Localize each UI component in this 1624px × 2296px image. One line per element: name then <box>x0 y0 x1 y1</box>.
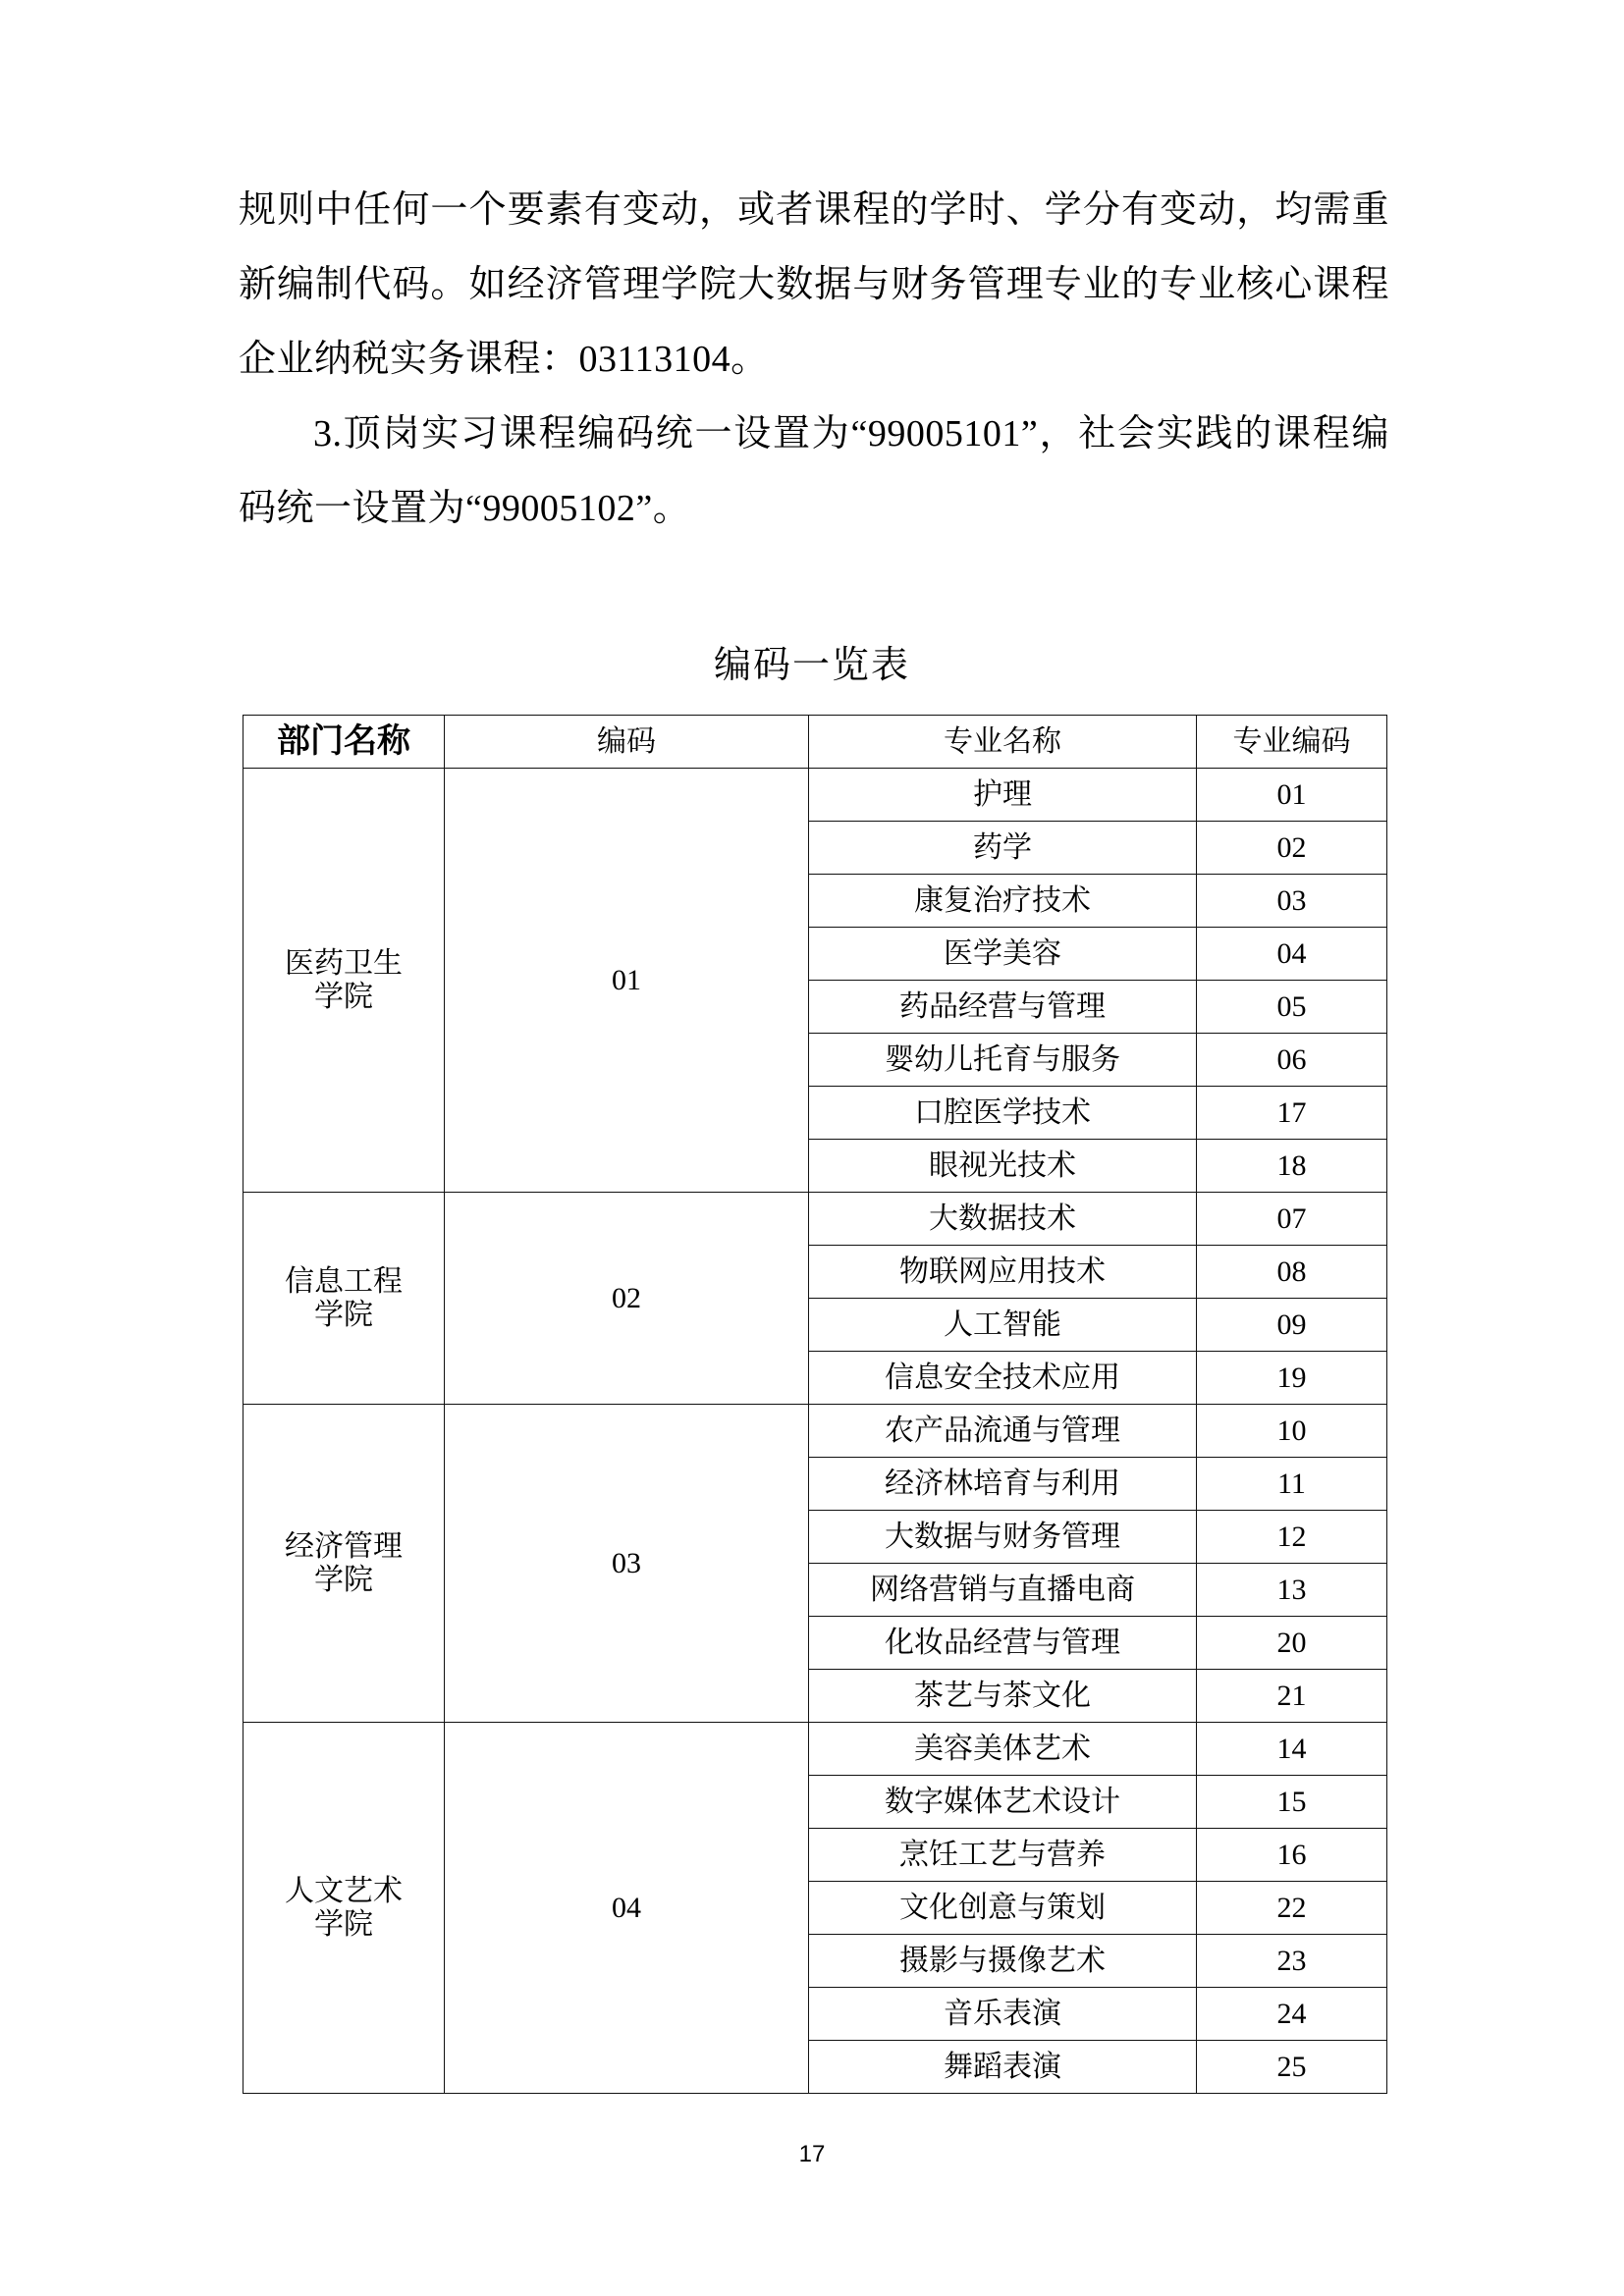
table-row <box>244 1405 1387 1458</box>
cell-major-name: 茶艺与茶文化 <box>809 1670 1197 1723</box>
cell-major-code: 03 <box>1197 875 1387 928</box>
cell-major-name: 信息安全技术应用 <box>809 1352 1197 1405</box>
cell-major-code: 06 <box>1197 1034 1387 1087</box>
table-row <box>244 769 1387 822</box>
department-name-line: 医药卫生 <box>285 946 403 980</box>
cell-major-code: 21 <box>1197 1670 1387 1723</box>
cell-major-name: 婴幼儿托育与服务 <box>809 1034 1197 1087</box>
department-name-line: 学院 <box>314 980 373 1013</box>
cell-major-name: 康复治疗技术 <box>809 875 1197 928</box>
cell-department-code: 03 <box>445 1405 809 1723</box>
table-row <box>244 1193 1387 1246</box>
page-number: 17 <box>798 2141 826 2167</box>
cell-major-name: 药品经营与管理 <box>809 981 1197 1034</box>
table-header-row <box>244 716 1387 769</box>
header-cell-dept-code: 编码 <box>445 716 809 769</box>
cell-major-name: 网络营销与直播电商 <box>809 1564 1197 1617</box>
cell-department-name <box>244 769 445 1193</box>
body-text-block <box>239 173 1389 546</box>
cell-department-code: 04 <box>445 1723 809 2094</box>
cell-major-name: 农产品流通与管理 <box>809 1405 1197 1458</box>
paragraph-continued: 规则中任何一个要素有变动，或者课程的学时、学分有变动，均需重新编制代码。如经济管理学院大数据与财务管理专业的专业核心课程企业纳税实务课程：03113104。 <box>239 189 1389 380</box>
cell-major-code: 25 <box>1197 2041 1387 2094</box>
cell-major-name: 大数据技术 <box>809 1193 1197 1246</box>
table-title: 编码一览表 <box>713 645 910 686</box>
cell-major-code: 05 <box>1197 981 1387 1034</box>
cell-major-code: 14 <box>1197 1723 1387 1776</box>
cell-major-code: 09 <box>1197 1299 1387 1352</box>
paragraph-item-3: 3.顶岗实习课程编码统一设置为“99005101”，社会实践的课程编码统一设置为“99005102”。 <box>239 413 1389 529</box>
cell-major-name: 药学 <box>809 822 1197 875</box>
cell-major-name: 文化创意与策划 <box>809 1882 1197 1935</box>
cell-major-code: 24 <box>1197 1988 1387 2041</box>
cell-major-code: 16 <box>1197 1829 1387 1882</box>
cell-major-name: 大数据与财务管理 <box>809 1511 1197 1564</box>
cell-major-name: 物联网应用技术 <box>809 1246 1197 1299</box>
cell-major-name: 经济林培育与利用 <box>809 1458 1197 1511</box>
department-name-line: 人文艺术 <box>285 1874 403 1907</box>
cell-major-name: 美容美体艺术 <box>809 1723 1197 1776</box>
cell-major-code: 17 <box>1197 1087 1387 1140</box>
department-name-line: 学院 <box>314 1563 373 1596</box>
cell-major-name: 医学美容 <box>809 928 1197 981</box>
header-cell-major-code: 专业编码 <box>1197 716 1387 769</box>
cell-major-code: 13 <box>1197 1564 1387 1617</box>
cell-major-code: 20 <box>1197 1617 1387 1670</box>
cell-major-name: 口腔医学技术 <box>809 1087 1197 1140</box>
cell-department-name <box>244 1405 445 1723</box>
code-list-table <box>243 715 1387 2094</box>
cell-major-code: 11 <box>1197 1458 1387 1511</box>
cell-major-name: 眼视光技术 <box>809 1140 1197 1193</box>
cell-major-code: 19 <box>1197 1352 1387 1405</box>
cell-major-code: 18 <box>1197 1140 1387 1193</box>
cell-department-code: 01 <box>445 769 809 1193</box>
cell-major-code: 02 <box>1197 822 1387 875</box>
cell-department-name <box>244 1193 445 1405</box>
cell-major-code: 23 <box>1197 1935 1387 1988</box>
cell-major-name: 舞蹈表演 <box>809 2041 1197 2094</box>
cell-major-code: 04 <box>1197 928 1387 981</box>
table-row <box>244 1723 1387 1776</box>
cell-major-name: 人工智能 <box>809 1299 1197 1352</box>
cell-major-code: 22 <box>1197 1882 1387 1935</box>
cell-major-name: 音乐表演 <box>809 1988 1197 2041</box>
department-name-line: 经济管理 <box>285 1529 403 1563</box>
cell-major-code: 07 <box>1197 1193 1387 1246</box>
cell-major-code: 10 <box>1197 1405 1387 1458</box>
department-name-line: 学院 <box>314 1907 373 1941</box>
cell-department-code: 02 <box>445 1193 809 1405</box>
department-name-line: 学院 <box>314 1298 373 1331</box>
header-cell-dept-name: 部门名称 <box>244 716 445 769</box>
cell-major-code: 01 <box>1197 769 1387 822</box>
cell-major-code: 15 <box>1197 1776 1387 1829</box>
cell-major-name: 摄影与摄像艺术 <box>809 1935 1197 1988</box>
department-name-line: 信息工程 <box>285 1264 403 1298</box>
cell-major-code: 12 <box>1197 1511 1387 1564</box>
cell-major-name: 烹饪工艺与营养 <box>809 1829 1197 1882</box>
cell-department-name <box>244 1723 445 2094</box>
cell-major-code: 08 <box>1197 1246 1387 1299</box>
cell-major-name: 数字媒体艺术设计 <box>809 1776 1197 1829</box>
header-cell-major-name: 专业名称 <box>809 716 1197 769</box>
cell-major-name: 护理 <box>809 769 1197 822</box>
cell-major-name: 化妆品经营与管理 <box>809 1617 1197 1670</box>
